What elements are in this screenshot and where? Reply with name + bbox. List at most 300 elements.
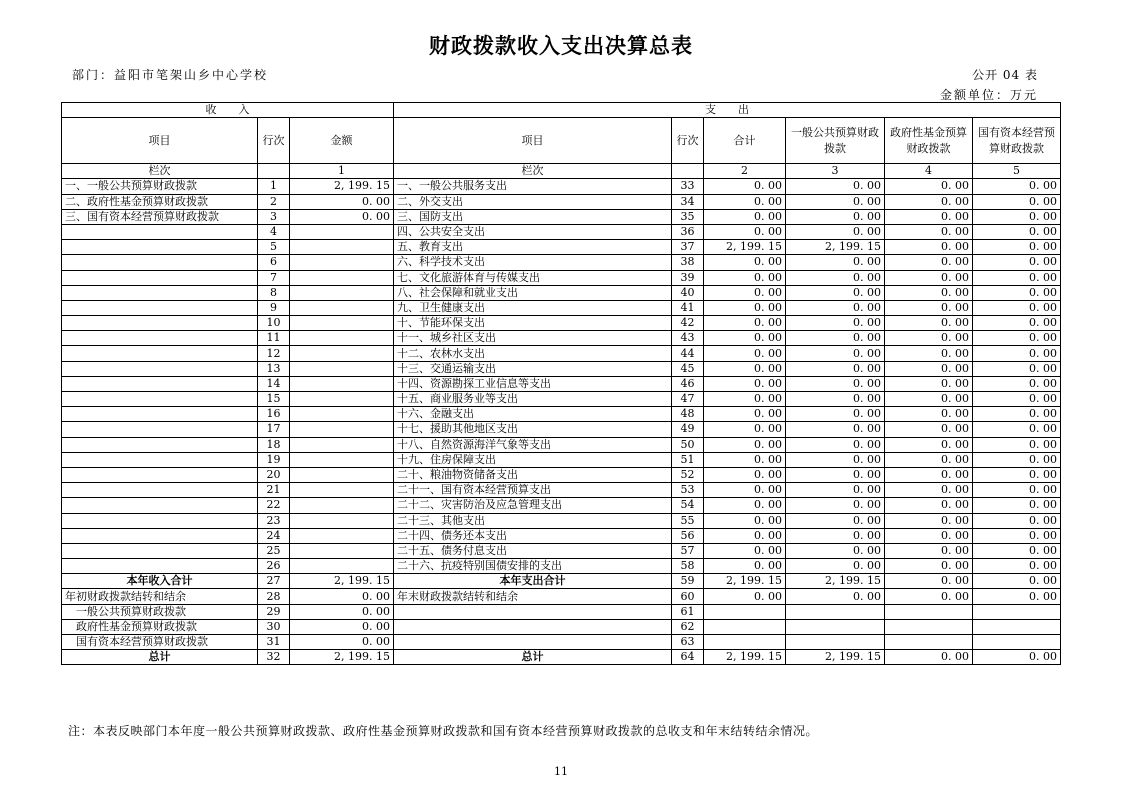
expense-fund-budget: 0. 00 — [885, 543, 973, 558]
income-amount-header: 金额 — [290, 118, 394, 164]
income-amount: 2, 199. 15 — [290, 574, 394, 589]
col-index-4: 4 — [885, 164, 973, 179]
expense-total: 0. 00 — [704, 270, 786, 285]
expense-state-capital: 0. 00 — [973, 452, 1061, 467]
expense-total: 0. 00 — [704, 483, 786, 498]
table-row — [62, 240, 1061, 255]
expense-item: 十、节能环保支出 — [394, 316, 672, 331]
expense-state-capital: 0. 00 — [973, 285, 1061, 300]
expense-total: 0. 00 — [704, 331, 786, 346]
expense-total: 0. 00 — [704, 528, 786, 543]
expense-section-header: 支 出 — [394, 103, 1061, 118]
expense-row-no: 37 — [672, 240, 704, 255]
expense-total: 0. 00 — [704, 559, 786, 574]
income-item: 年初财政拨款结转和结余 — [62, 589, 258, 604]
expense-item: 十六、金融支出 — [394, 407, 672, 422]
expense-row-no: 57 — [672, 543, 704, 558]
table-row — [62, 270, 1061, 285]
expense-item: 十七、援助其他地区支出 — [394, 422, 672, 437]
income-item: 二、政府性基金预算财政拨款 — [62, 194, 258, 209]
expense-total: 0. 00 — [704, 209, 786, 224]
form-number: 公开 04 表 — [972, 68, 1038, 82]
expense-state-capital: 0. 00 — [973, 543, 1061, 558]
expense-general-budget: 0. 00 — [786, 452, 885, 467]
amount-unit: 金额单位：万元 — [939, 88, 1038, 102]
expense-item: 十四、资源勘探工业信息等支出 — [394, 376, 672, 391]
expense-state-capital: 0. 00 — [973, 209, 1061, 224]
expense-fund-budget: 0. 00 — [885, 209, 973, 224]
subtotal-row — [62, 574, 1061, 589]
expense-total: 0. 00 — [704, 361, 786, 376]
expense-total — [704, 635, 786, 650]
income-item — [62, 437, 258, 452]
expense-item — [394, 619, 672, 634]
income-row-no: 21 — [258, 483, 290, 498]
income-amount — [290, 543, 394, 558]
expense-item — [394, 604, 672, 619]
expense-general-budget: 0. 00 — [786, 528, 885, 543]
expense-total: 0. 00 — [704, 194, 786, 209]
state-capital-header: 国有资本经营预算财政拨款 — [973, 118, 1061, 164]
expense-item: 五、教育支出 — [394, 240, 672, 255]
expense-row-no: 58 — [672, 559, 704, 574]
income-item — [62, 316, 258, 331]
income-row-no: 31 — [258, 635, 290, 650]
income-row-no: 13 — [258, 361, 290, 376]
income-amount — [290, 361, 394, 376]
expense-item: 十五、商业服务业等支出 — [394, 392, 672, 407]
expense-state-capital: 0. 00 — [973, 346, 1061, 361]
expense-fund-budget: 0. 00 — [885, 255, 973, 270]
expense-fund-budget: 0. 00 — [885, 392, 973, 407]
income-item — [62, 543, 258, 558]
expense-general-budget: 0. 00 — [786, 255, 885, 270]
income-item: 本年收入合计 — [62, 574, 258, 589]
table-row — [62, 361, 1061, 376]
income-amount: 0. 00 — [290, 589, 394, 604]
expense-item-header: 项目 — [394, 118, 672, 164]
expense-state-capital: 0. 00 — [973, 179, 1061, 194]
expense-row-no: 34 — [672, 194, 704, 209]
expense-row-no: 43 — [672, 331, 704, 346]
expense-item: 七、文化旅游体育与传媒支出 — [394, 270, 672, 285]
expense-row-no: 54 — [672, 498, 704, 513]
expense-state-capital: 0. 00 — [973, 224, 1061, 239]
expense-fund-budget: 0. 00 — [885, 498, 973, 513]
expense-fund-budget: 0. 00 — [885, 483, 973, 498]
income-row-no: 23 — [258, 513, 290, 528]
income-amount — [290, 255, 394, 270]
expense-state-capital: 0. 00 — [973, 376, 1061, 391]
income-item — [62, 224, 258, 239]
expense-general-budget: 0. 00 — [786, 437, 885, 452]
expense-state-capital — [973, 635, 1061, 650]
expense-state-capital: 0. 00 — [973, 361, 1061, 376]
expense-row-no: 49 — [672, 422, 704, 437]
expense-state-capital — [973, 619, 1061, 634]
income-row-no: 2 — [258, 194, 290, 209]
income-amount — [290, 513, 394, 528]
income-row-no: 27 — [258, 574, 290, 589]
fund-budget-header: 政府性基金预算财政拨款 — [885, 118, 973, 164]
expense-row-no: 62 — [672, 619, 704, 634]
expense-general-budget: 0. 00 — [786, 498, 885, 513]
income-amount — [290, 422, 394, 437]
table-row — [62, 300, 1061, 315]
expense-row-no: 64 — [672, 650, 704, 665]
income-item — [62, 513, 258, 528]
expense-fund-budget: 0. 00 — [885, 361, 973, 376]
expense-rowno-header: 行次 — [672, 118, 704, 164]
table-row — [62, 392, 1061, 407]
expense-state-capital: 0. 00 — [973, 331, 1061, 346]
expense-item: 六、科学技术支出 — [394, 255, 672, 270]
expense-general-budget: 0. 00 — [786, 513, 885, 528]
expense-row-no: 60 — [672, 589, 704, 604]
section-header-row — [62, 103, 1061, 118]
expense-total: 0. 00 — [704, 376, 786, 391]
expense-total: 0. 00 — [704, 255, 786, 270]
table-row — [62, 209, 1061, 224]
expense-general-budget: 0. 00 — [786, 346, 885, 361]
expense-fund-budget: 0. 00 — [885, 376, 973, 391]
table-row — [62, 467, 1061, 482]
expense-state-capital: 0. 00 — [973, 483, 1061, 498]
income-amount: 0. 00 — [290, 635, 394, 650]
expense-item: 十一、城乡社区支出 — [394, 331, 672, 346]
expense-general-budget: 0. 00 — [786, 376, 885, 391]
table-row — [62, 483, 1061, 498]
expense-state-capital: 0. 00 — [973, 437, 1061, 452]
col-index-3: 3 — [786, 164, 885, 179]
expense-item: 十九、住房保障支出 — [394, 452, 672, 467]
income-amount: 0. 00 — [290, 619, 394, 634]
table-row — [62, 194, 1061, 209]
expense-fund-budget: 0. 00 — [885, 300, 973, 315]
expense-general-budget: 0. 00 — [786, 361, 885, 376]
table-row — [62, 498, 1061, 513]
expense-fund-budget: 0. 00 — [885, 285, 973, 300]
expense-general-budget: 2, 199. 15 — [786, 650, 885, 665]
expense-item: 二、外交支出 — [394, 194, 672, 209]
expense-total: 2, 199. 15 — [704, 574, 786, 589]
income-item-header: 项目 — [62, 118, 258, 164]
expense-state-capital — [973, 604, 1061, 619]
income-amount — [290, 452, 394, 467]
expense-general-budget — [786, 635, 885, 650]
table-row — [62, 285, 1061, 300]
table-row — [62, 376, 1061, 391]
page-number: 11 — [554, 765, 568, 778]
expense-state-capital: 0. 00 — [973, 467, 1061, 482]
expense-row-no: 51 — [672, 452, 704, 467]
expense-row-no: 55 — [672, 513, 704, 528]
expense-state-capital: 0. 00 — [973, 270, 1061, 285]
expense-total: 0. 00 — [704, 589, 786, 604]
expense-fund-budget: 0. 00 — [885, 270, 973, 285]
col-label-income: 栏次 — [62, 164, 258, 179]
expense-total — [704, 604, 786, 619]
expense-item: 三、国防支出 — [394, 209, 672, 224]
income-row-no: 24 — [258, 528, 290, 543]
expense-item: 年末财政拨款结转和结余 — [394, 589, 672, 604]
expense-total: 0. 00 — [704, 513, 786, 528]
expense-total: 0. 00 — [704, 422, 786, 437]
expense-general-budget: 0. 00 — [786, 179, 885, 194]
expense-general-budget: 0. 00 — [786, 559, 885, 574]
income-item: 政府性基金预算财政拨款 — [62, 619, 258, 634]
expense-general-budget: 2, 199. 15 — [786, 574, 885, 589]
income-amount: 2, 199. 15 — [290, 650, 394, 665]
column-index-row — [62, 164, 1061, 179]
expense-row-no: 39 — [672, 270, 704, 285]
expense-total: 2, 199. 15 — [704, 240, 786, 255]
expense-row-no: 42 — [672, 316, 704, 331]
income-amount: 0. 00 — [290, 604, 394, 619]
expense-fund-budget — [885, 604, 973, 619]
expense-row-no: 53 — [672, 483, 704, 498]
expense-state-capital: 0. 00 — [973, 194, 1061, 209]
income-amount — [290, 331, 394, 346]
income-item — [62, 331, 258, 346]
expense-row-no: 36 — [672, 224, 704, 239]
col-index-5: 5 — [973, 164, 1061, 179]
expense-total: 0. 00 — [704, 316, 786, 331]
income-amount — [290, 316, 394, 331]
expense-state-capital: 0. 00 — [973, 528, 1061, 543]
expense-fund-budget: 0. 00 — [885, 589, 973, 604]
expense-fund-budget: 0. 00 — [885, 513, 973, 528]
income-row-no: 5 — [258, 240, 290, 255]
expense-fund-budget — [885, 619, 973, 634]
expense-total: 0. 00 — [704, 543, 786, 558]
income-item — [62, 392, 258, 407]
income-row-no: 14 — [258, 376, 290, 391]
income-item: 一、一般公共预算财政拨款 — [62, 179, 258, 194]
income-row-no: 26 — [258, 559, 290, 574]
income-rowno-header: 行次 — [258, 118, 290, 164]
income-item: 国有资本经营预算财政拨款 — [62, 635, 258, 650]
expense-total: 0. 00 — [704, 498, 786, 513]
expense-fund-budget — [885, 635, 973, 650]
expense-general-budget: 0. 00 — [786, 467, 885, 482]
income-item — [62, 240, 258, 255]
expense-fund-budget: 0. 00 — [885, 194, 973, 209]
expense-item: 二十六、抗疫特别国债安排的支出 — [394, 559, 672, 574]
expense-item: 十二、农林水支出 — [394, 346, 672, 361]
expense-item — [394, 635, 672, 650]
table-row — [62, 331, 1061, 346]
expense-row-no: 50 — [672, 437, 704, 452]
expense-item: 二十二、灾害防治及应急管理支出 — [394, 498, 672, 513]
table-row — [62, 513, 1061, 528]
income-row-no: 7 — [258, 270, 290, 285]
income-row-no: 12 — [258, 346, 290, 361]
income-row-no: 17 — [258, 422, 290, 437]
expense-state-capital: 0. 00 — [973, 316, 1061, 331]
table-row — [62, 422, 1061, 437]
income-amount — [290, 498, 394, 513]
income-item: 三、国有资本经营预算财政拨款 — [62, 209, 258, 224]
income-row-no: 22 — [258, 498, 290, 513]
income-amount — [290, 240, 394, 255]
total-header: 合计 — [704, 118, 786, 164]
income-item: 一般公共预算财政拨款 — [62, 604, 258, 619]
income-item — [62, 361, 258, 376]
expense-row-no: 63 — [672, 635, 704, 650]
income-row-no: 29 — [258, 604, 290, 619]
expense-item: 二十四、债务还本支出 — [394, 528, 672, 543]
carryover-sub-row — [62, 619, 1061, 634]
expense-row-no: 35 — [672, 209, 704, 224]
expense-general-budget: 0. 00 — [786, 285, 885, 300]
expense-item: 九、卫生健康支出 — [394, 300, 672, 315]
expense-item: 二十三、其他支出 — [394, 513, 672, 528]
income-row-no: 28 — [258, 589, 290, 604]
income-amount — [290, 392, 394, 407]
carryover-row — [62, 589, 1061, 604]
expense-total: 0. 00 — [704, 224, 786, 239]
income-amount — [290, 285, 394, 300]
income-row-no: 9 — [258, 300, 290, 315]
expense-item: 一、一般公共服务支出 — [394, 179, 672, 194]
footnote: 注：本表反映部门本年度一般公共预算财政拨款、政府性基金预算财政拨款和国有资本经营预算财政拨款的总收支和年末结转结余情况。 — [68, 724, 819, 738]
expense-general-budget — [786, 604, 885, 619]
expense-total: 0. 00 — [704, 179, 786, 194]
income-item — [62, 467, 258, 482]
income-item — [62, 270, 258, 285]
expense-general-budget: 0. 00 — [786, 331, 885, 346]
expense-general-budget: 0. 00 — [786, 543, 885, 558]
expense-total: 2, 199. 15 — [704, 650, 786, 665]
expense-general-budget: 0. 00 — [786, 589, 885, 604]
expense-state-capital: 0. 00 — [973, 559, 1061, 574]
income-amount — [290, 467, 394, 482]
table-row — [62, 528, 1061, 543]
expense-general-budget: 0. 00 — [786, 316, 885, 331]
income-item — [62, 422, 258, 437]
expense-item: 四、公共安全支出 — [394, 224, 672, 239]
income-item — [62, 452, 258, 467]
general-budget-header: 一般公共预算财政拨款 — [786, 118, 885, 164]
income-row-no: 25 — [258, 543, 290, 558]
expense-total: 0. 00 — [704, 452, 786, 467]
expense-fund-budget: 0. 00 — [885, 224, 973, 239]
carryover-sub-row — [62, 604, 1061, 619]
income-amount — [290, 559, 394, 574]
expense-fund-budget: 0. 00 — [885, 574, 973, 589]
income-item — [62, 528, 258, 543]
income-item — [62, 498, 258, 513]
income-amount — [290, 528, 394, 543]
table-row — [62, 179, 1061, 194]
expense-general-budget: 0. 00 — [786, 224, 885, 239]
carryover-sub-row — [62, 635, 1061, 650]
expense-fund-budget: 0. 00 — [885, 407, 973, 422]
expense-fund-budget: 0. 00 — [885, 559, 973, 574]
expense-state-capital: 0. 00 — [973, 422, 1061, 437]
expense-general-budget: 0. 00 — [786, 209, 885, 224]
income-amount: 2, 199. 15 — [290, 179, 394, 194]
income-item — [62, 407, 258, 422]
income-row-no: 3 — [258, 209, 290, 224]
income-amount — [290, 224, 394, 239]
expense-fund-budget: 0. 00 — [885, 240, 973, 255]
column-header-row — [62, 118, 1061, 164]
expense-fund-budget: 0. 00 — [885, 528, 973, 543]
table-row — [62, 452, 1061, 467]
income-item — [62, 346, 258, 361]
expense-row-no: 61 — [672, 604, 704, 619]
income-item — [62, 559, 258, 574]
expense-item: 十三、交通运输支出 — [394, 361, 672, 376]
income-section-header: 收 入 — [62, 103, 394, 118]
table-row — [62, 543, 1061, 558]
expense-fund-budget: 0. 00 — [885, 452, 973, 467]
expense-state-capital: 0. 00 — [973, 300, 1061, 315]
expense-state-capital: 0. 00 — [973, 392, 1061, 407]
expense-general-budget: 2, 199. 15 — [786, 240, 885, 255]
expense-state-capital: 0. 00 — [973, 407, 1061, 422]
income-row-no: 32 — [258, 650, 290, 665]
expense-fund-budget: 0. 00 — [885, 650, 973, 665]
expense-general-budget — [786, 619, 885, 634]
expense-item: 二十一、国有资本经营预算支出 — [394, 483, 672, 498]
col-index-1: 1 — [290, 164, 394, 179]
expense-item: 二十五、债务付息支出 — [394, 543, 672, 558]
expense-item: 总计 — [394, 650, 672, 665]
expense-total: 0. 00 — [704, 392, 786, 407]
expense-state-capital: 0. 00 — [973, 240, 1061, 255]
expense-total: 0. 00 — [704, 346, 786, 361]
income-amount — [290, 300, 394, 315]
col-index-2: 2 — [704, 164, 786, 179]
income-amount — [290, 270, 394, 285]
income-row-no: 18 — [258, 437, 290, 452]
income-amount: 0. 00 — [290, 194, 394, 209]
expense-item: 八、社会保障和就业支出 — [394, 285, 672, 300]
income-item: 总计 — [62, 650, 258, 665]
income-row-no: 16 — [258, 407, 290, 422]
expense-general-budget: 0. 00 — [786, 194, 885, 209]
expense-fund-budget: 0. 00 — [885, 179, 973, 194]
table-row — [62, 316, 1061, 331]
expense-fund-budget: 0. 00 — [885, 467, 973, 482]
expense-state-capital: 0. 00 — [973, 574, 1061, 589]
page-title: 财政拨款收入支出决算总表 — [429, 34, 693, 58]
expense-row-no: 38 — [672, 255, 704, 270]
income-amount — [290, 346, 394, 361]
table-row — [62, 437, 1061, 452]
expense-row-no: 33 — [672, 179, 704, 194]
expense-total: 0. 00 — [704, 437, 786, 452]
expense-state-capital: 0. 00 — [973, 498, 1061, 513]
expense-total: 0. 00 — [704, 467, 786, 482]
income-row-no: 1 — [258, 179, 290, 194]
income-row-no: 11 — [258, 331, 290, 346]
income-row-no: 15 — [258, 392, 290, 407]
expense-general-budget: 0. 00 — [786, 483, 885, 498]
income-item — [62, 483, 258, 498]
income-row-no: 30 — [258, 619, 290, 634]
income-amount: 0. 00 — [290, 209, 394, 224]
expense-state-capital: 0. 00 — [973, 513, 1061, 528]
expense-general-budget: 0. 00 — [786, 392, 885, 407]
expense-state-capital: 0. 00 — [973, 255, 1061, 270]
income-amount — [290, 376, 394, 391]
expense-general-budget: 0. 00 — [786, 300, 885, 315]
expense-total: 0. 00 — [704, 285, 786, 300]
